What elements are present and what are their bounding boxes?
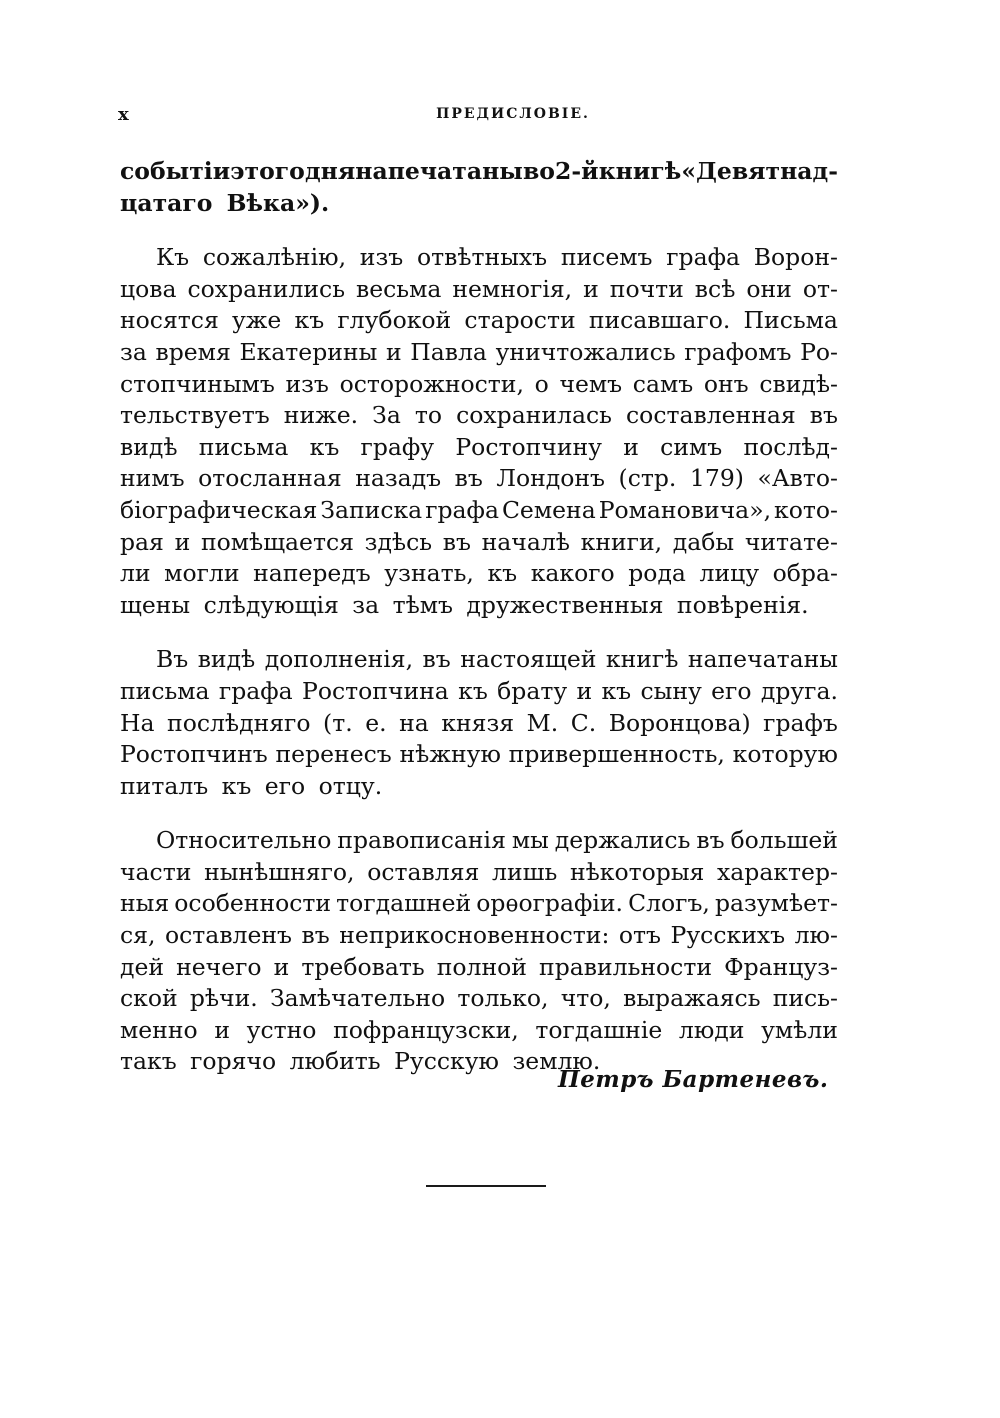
body-text [120, 156, 838, 1078]
text-line: ся, оставленъ въ неприкосновенности: отъ Русскихъ лю- [120, 921, 838, 950]
text-line: ской рѣчи. Замѣчательно только, что, выражаясь пись- [120, 984, 838, 1013]
text-line: ли могли напередъ узнать, къ какого рода лицу обра- [120, 559, 838, 588]
paragraph-1 [120, 156, 838, 219]
text-line: видѣ письма къ графу Ростопчину и симъ послѣд- [120, 432, 838, 461]
text-line: Къ сожалѣнію, изъ отвѣтныхъ писемъ графа Ворон- [156, 243, 838, 272]
author-signature: Петръ Бартеневъ. [558, 1066, 829, 1093]
text-line: рая и помѣщается здѣсь въ началѣ книги, дабы читате- [120, 527, 838, 556]
text-line: щены слѣдующія за тѣмъ дружественныя повѣренія. [120, 590, 809, 619]
text-line: за время Екатерины и Павла уничтожались графомъ Ро- [120, 337, 838, 366]
paragraph-3 [120, 644, 838, 802]
text-line: тельствуетъ ниже. За то сохранилась составленная въ [120, 401, 838, 430]
text-line: питалъ къ его отцу. [120, 771, 383, 800]
text-line: такъ горячо любить Русскую землю. [120, 1047, 601, 1076]
text-line: Въ видѣ дополненія, въ настоящей книгѣ напечатаны [156, 645, 838, 674]
text-line: стопчинымъ изъ осторожности, о чемъ самъ онъ свидѣ- [120, 369, 838, 398]
text-line: ныя особенности тогдашней орѳографіи. Слогъ, разумѣет- [120, 889, 838, 918]
text-line: событіи этого дня напечатаны во 2-й книгѣ «Девятнад- [120, 157, 838, 185]
text-line: письма графа Ростопчина къ брату и къ сыну его друга. [120, 676, 838, 705]
section-title: ПРЕДИСЛОВІЕ. [436, 106, 590, 122]
paragraph-4 [120, 825, 838, 1078]
text-line: части нынѣшняго, оставляя лишь нѣкоторыя характер- [120, 857, 838, 886]
text-line: носятся уже къ глубокой старости писавшаго. Письма [120, 306, 838, 335]
text-line: Относительно правописанія мы держались въ большей [156, 826, 838, 855]
closing-rule [426, 1185, 546, 1187]
text-line: нимъ отосланная назадъ въ Лондонъ (стр. 179) «Авто- [120, 464, 838, 493]
text-line: цатаго Вѣка»). [120, 188, 330, 217]
text-line: біографическая Записка графа Семена Романовича», кото- [120, 495, 838, 524]
text-line: цова сохранились весьма немногія, и почти всѣ они от- [120, 274, 838, 303]
page-number: x [118, 104, 130, 125]
text-line: Ростопчинъ перенесъ нѣжную привершенность, которую [120, 740, 838, 769]
paragraph-2 [120, 242, 838, 621]
running-head [118, 104, 838, 128]
text-line: дей нечего и требовать полной правильности Француз- [120, 952, 838, 981]
text-line: На послѣдняго (т. е. на князя М. С. Воронцова) графъ [120, 708, 838, 737]
text-line: менно и устно пофранцузски, тогдашніе люди умѣли [120, 1015, 838, 1044]
